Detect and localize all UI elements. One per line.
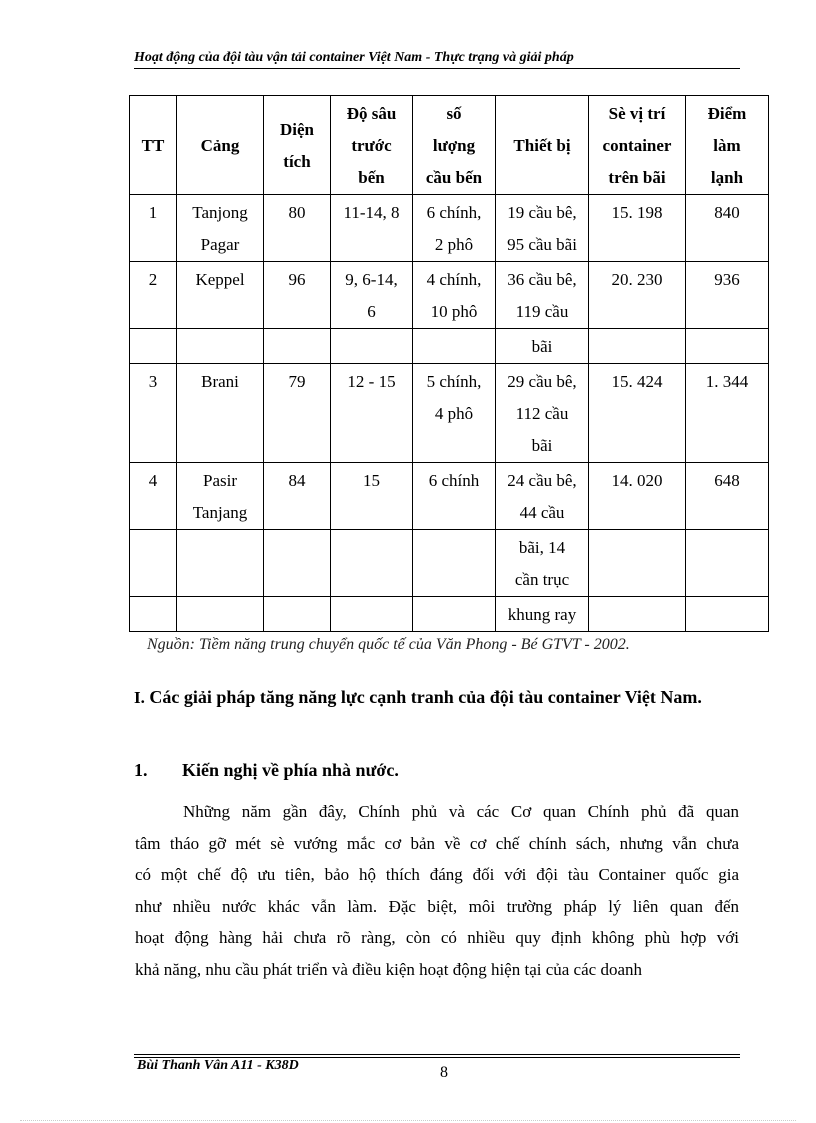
- column-header: [130, 96, 177, 195]
- section-number: I.: [134, 688, 145, 707]
- cell-text: 10 phô: [430, 302, 478, 321]
- table-row: [130, 597, 769, 632]
- table-cell-berths: [413, 597, 496, 632]
- cell-text: 95 cầu bãi: [507, 235, 577, 254]
- cell-text: Tanjong: [192, 203, 248, 222]
- table-cell-port: [177, 530, 264, 597]
- column-header-text: Thiết bị: [513, 136, 571, 155]
- table-cell-reefer: [686, 329, 769, 364]
- table-row: [130, 364, 769, 463]
- cell-text: 36 cầu bê,: [507, 270, 577, 289]
- table-cell-slots: 15. 424: [589, 364, 686, 463]
- table-cell-berths: [413, 364, 496, 463]
- table-cell-tt: [130, 597, 177, 632]
- table-cell-slots: 15. 198: [589, 195, 686, 262]
- paragraph-line: Những năm gần đây, Chính phủ và các Cơ quan Chính phủ đã quan: [183, 802, 739, 821]
- cell-text: 24 cầu bê,: [507, 471, 577, 490]
- table-cell-reefer: [686, 597, 769, 632]
- cell-text: 15: [363, 471, 380, 490]
- table-row: [130, 195, 769, 262]
- table-cell-area: [264, 329, 331, 364]
- cell-text: cần trục: [514, 570, 570, 589]
- table-cell-area: 96: [264, 262, 331, 329]
- table-cell-port: [177, 463, 264, 530]
- column-header-text: cầu bến: [425, 168, 483, 187]
- table-cell-area: 79: [264, 364, 331, 463]
- table-cell-reefer: [686, 530, 769, 597]
- column-header-text: Diện: [280, 120, 314, 139]
- paragraph-line: khả năng, nhu cầu phát triển và điều kiện hoạt động hiện tại của các doanh: [135, 959, 642, 979]
- source-note: Nguồn: Tiềm năng trung chuyển quốc tế của Văn Phong - Bé GTVT - 2002.: [147, 636, 630, 653]
- column-header-text: trên bãi: [608, 168, 666, 187]
- table-cell-equipment: [496, 530, 589, 597]
- table-cell-reefer: 936: [686, 262, 769, 329]
- header-rule: [134, 68, 740, 69]
- column-header: [496, 96, 589, 195]
- cell-text: 5 chính,: [426, 372, 482, 391]
- cell-text: Pasir: [203, 471, 237, 490]
- table-cell-tt: [130, 329, 177, 364]
- cell-text: bãi: [531, 337, 553, 356]
- column-header-text: Cảng: [200, 136, 240, 155]
- cell-text: bãi, 14: [518, 538, 566, 557]
- footer-rule: [134, 1054, 740, 1055]
- cell-text: Tanjang: [192, 503, 248, 522]
- column-header: [331, 96, 413, 195]
- table-cell-reefer: 1. 344: [686, 364, 769, 463]
- cell-text: 4 phô: [434, 404, 474, 423]
- table-cell-port: [177, 329, 264, 364]
- subsection-number: 1.: [134, 760, 148, 780]
- table-row: [130, 329, 769, 364]
- table-cell-area: [264, 597, 331, 632]
- paragraph-line: như nhiều nước khác vẫn làm. Đặc biệt, môi trường pháp lý liên quan đến: [135, 896, 739, 916]
- table-cell-depth: [331, 195, 413, 262]
- cell-text: 12 - 15: [347, 372, 396, 391]
- cell-text: 19 cầu bê,: [507, 203, 577, 222]
- table-cell-equipment: [496, 262, 589, 329]
- table-cell-tt: 2: [130, 262, 177, 329]
- section-title: Các giải pháp tăng năng lực cạnh tranh của đội tàu container Việt Nam.: [149, 687, 702, 707]
- table-cell-reefer: 648: [686, 463, 769, 530]
- table-cell-berths: [413, 195, 496, 262]
- table-body: [130, 195, 769, 632]
- table-cell-depth: [331, 463, 413, 530]
- cell-text: 119 cầu: [515, 302, 569, 321]
- column-header-text: trước: [351, 136, 392, 155]
- table-cell-port: [177, 262, 264, 329]
- column-header-text: tích: [283, 152, 311, 171]
- cell-text: 4 chính,: [426, 270, 482, 289]
- table-cell-tt: 1: [130, 195, 177, 262]
- table-cell-equipment: [496, 463, 589, 530]
- table-row: [130, 530, 769, 597]
- column-header-text: lạnh: [710, 168, 744, 187]
- table-cell-berths: [413, 530, 496, 597]
- table-cell-slots: [589, 530, 686, 597]
- table-cell-berths: [413, 262, 496, 329]
- subsection-heading: [134, 760, 734, 781]
- subsection-title: Kiến nghị về phía nhà nước.: [182, 760, 399, 780]
- cell-text: Keppel: [195, 270, 245, 289]
- table-cell-berths: [413, 329, 496, 364]
- table-cell-area: 84: [264, 463, 331, 530]
- table-cell-depth: [331, 530, 413, 597]
- column-header: [413, 96, 496, 195]
- section-heading: [134, 680, 774, 715]
- footer-author: Bùi Thanh Vân A11 - K38D: [137, 1058, 299, 1073]
- column-header: [177, 96, 264, 195]
- column-header: [589, 96, 686, 195]
- table-cell-depth: [331, 262, 413, 329]
- table-cell-slots: [589, 329, 686, 364]
- table-cell-equipment: [496, 364, 589, 463]
- column-header-text: TT: [141, 136, 165, 155]
- table-cell-equipment: [496, 329, 589, 364]
- table-cell-port: [177, 597, 264, 632]
- paragraph-line: có một chế độ ưu tiên, bảo hộ thích đáng đối với đội tàu Container quốc gia: [135, 865, 739, 884]
- table-cell-tt: 3: [130, 364, 177, 463]
- cell-text: 112 cầu: [515, 404, 569, 423]
- column-header-text: lượng: [432, 136, 476, 155]
- table-cell-tt: [130, 530, 177, 597]
- table-row: [130, 262, 769, 329]
- cell-text: 44 cầu: [519, 503, 565, 522]
- table-cell-reefer: 840: [686, 195, 769, 262]
- table-cell-slots: [589, 597, 686, 632]
- table-cell-berths: [413, 463, 496, 530]
- column-header-text: bến: [358, 168, 385, 187]
- column-header-text: Điểm: [707, 104, 747, 123]
- cell-text: Pagar: [200, 235, 240, 254]
- table-cell-slots: 20. 230: [589, 262, 686, 329]
- column-header: [686, 96, 769, 195]
- table-cell-equipment: [496, 597, 589, 632]
- table-cell-tt: 4: [130, 463, 177, 530]
- table-cell-area: [264, 530, 331, 597]
- table-cell-depth: [331, 597, 413, 632]
- ports-table: [129, 95, 769, 632]
- column-header-text: làm: [713, 136, 741, 155]
- table-row: [130, 463, 769, 530]
- cell-text: 6 chính: [428, 471, 480, 490]
- cell-text: 29 cầu bê,: [507, 372, 577, 391]
- cell-text: 6 chính,: [426, 203, 482, 222]
- column-header-text: Độ sâu: [346, 104, 397, 123]
- paragraph-line: tâm tháo gỡ mét sè vướng mắc cơ bản về cơ chế chính sách, nhưng vẫn chưa: [135, 833, 739, 853]
- table-cell-equipment: [496, 195, 589, 262]
- table-cell-depth: [331, 329, 413, 364]
- cell-text: khung ray: [507, 605, 577, 624]
- column-header-text: số: [446, 104, 462, 123]
- table-cell-area: 80: [264, 195, 331, 262]
- cell-text: 6: [367, 302, 376, 321]
- page-edge: [20, 1120, 796, 1121]
- paragraph-line: hoạt động hàng hải chưa rõ ràng, còn có nhiều quy định không phù hợp với: [135, 928, 739, 947]
- running-header: Hoạt động của đội tàu vận tải container Việt Nam - Thực trạng và giải pháp: [134, 50, 574, 65]
- cell-text: 9, 6-14,: [345, 270, 398, 289]
- cell-text: Brani: [201, 372, 239, 391]
- cell-text: 11-14, 8: [343, 203, 400, 222]
- column-header-text: Sè vị trí: [608, 104, 666, 123]
- column-header-text: container: [602, 136, 672, 155]
- cell-text: 2 phô: [434, 235, 474, 254]
- column-header: [264, 96, 331, 195]
- table-header-row: [130, 96, 769, 195]
- table-cell-depth: [331, 364, 413, 463]
- cell-text: bãi: [531, 436, 553, 455]
- body-paragraph: [135, 796, 739, 985]
- table-cell-port: [177, 195, 264, 262]
- table-cell-slots: 14. 020: [589, 463, 686, 530]
- page-number: 8: [440, 1064, 448, 1081]
- table-cell-port: [177, 364, 264, 463]
